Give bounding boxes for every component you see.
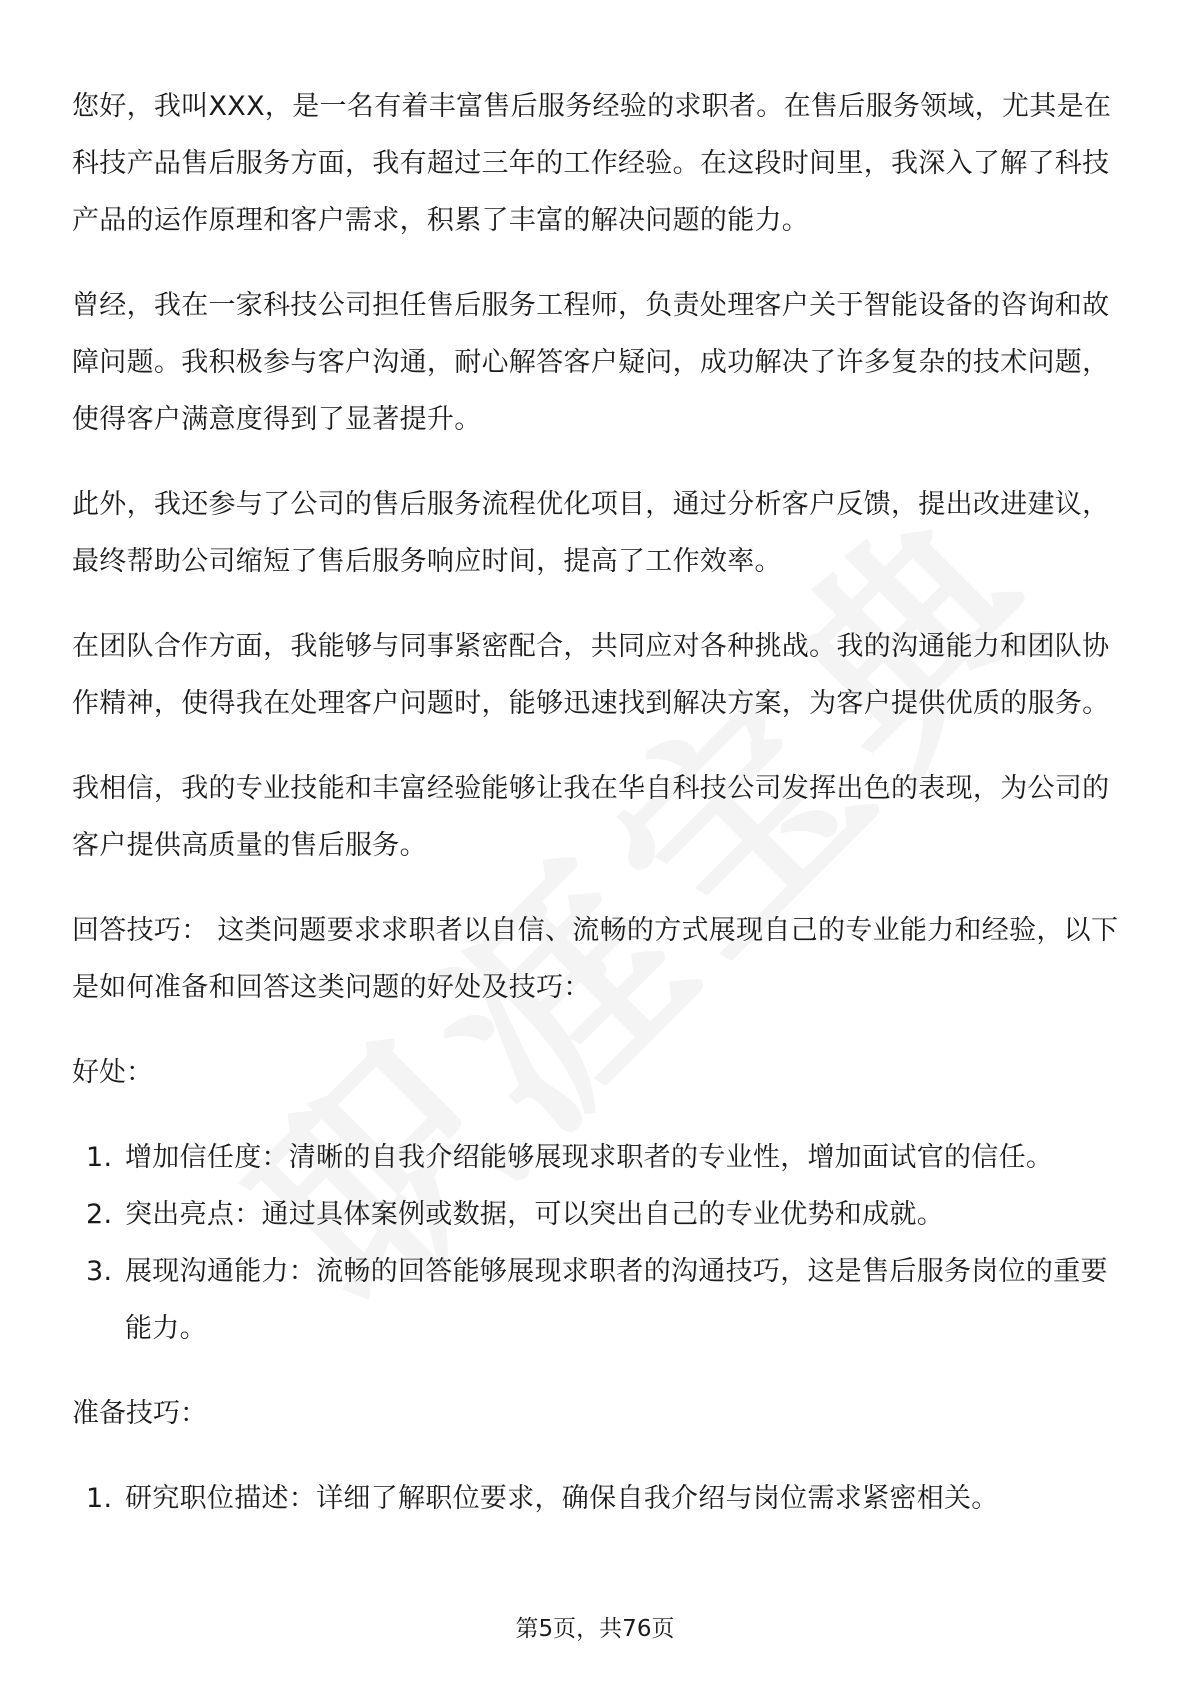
paragraph-intro: 您好，我叫XXX，是一名有着丰富售后服务经验的求职者。在售后服务领域，尤其是在科技产品售后服务方面，我有超过三年的工作经验。在这段时间里，我深入了解了科技产品的运作原理和客户需求，积累了丰富的解决问题的能力。: [72, 91, 1112, 236]
list-item: [72, 1470, 1122, 1527]
prep-list: [72, 1470, 1122, 1527]
list-number: 1.: [86, 1483, 113, 1514]
list-item: [72, 1186, 1122, 1243]
paragraph-answer-tips: 回答技巧： 这类问题要求求职者以自信、流畅的方式展现自己的专业能力和经验，以下是如何准备和回答这类问题的好处及技巧：: [72, 915, 1119, 1003]
list-text: 展现沟通能力：流畅的回答能够展现求职者的沟通技巧，这是售后服务岗位的重要能力。: [125, 1256, 1108, 1344]
list-text: 研究职位描述：详细了解职位要求，确保自我介绍与岗位需求紧密相关。: [125, 1483, 999, 1514]
benefits-heading: 好处：: [72, 1057, 153, 1088]
list-item: [72, 1243, 1122, 1357]
paragraph-conclusion: 我相信，我的专业技能和丰富经验能够让我在华自科技公司发挥出色的表现，为公司的客户提供高质量的售后服务。: [72, 773, 1110, 861]
paragraph-teamwork: 在团队合作方面，我能够与同事紧密配合，共同应对各种挑战。我的沟通能力和团队协作精神，使得我在处理客户问题时，能够迅速找到解决方案，为客户提供优质的服务。: [72, 631, 1110, 719]
list-number: 1.: [86, 1142, 113, 1173]
paragraph-project: 此外，我还参与了公司的售后服务流程优化项目，通过分析客户反馈，提出改进建议，最终帮助公司缩短了售后服务响应时间，提高了工作效率。: [72, 489, 1110, 577]
paragraph-experience: 曾经，我在一家科技公司担任售后服务工程师，负责处理客户关于智能设备的咨询和故障问题。我积极参与客户沟通，耐心解答客户疑问，成功解决了许多复杂的技术问题，使得客户满意度得到了显著提升。: [72, 290, 1110, 435]
benefits-list: [72, 1129, 1122, 1357]
list-item: [72, 1129, 1122, 1186]
list-text: 突出亮点：通过具体案例或数据，可以突出自己的专业优势和成就。: [125, 1199, 944, 1230]
page-footer: 第5页，共76页: [515, 1616, 675, 1642]
prep-heading: 准备技巧：: [72, 1398, 207, 1429]
list-text: 增加信任度：清晰的自我介绍能够展现求职者的专业性，增加面试官的信任。: [125, 1142, 1054, 1173]
list-number: 2.: [86, 1199, 113, 1230]
list-number: 3.: [86, 1256, 113, 1287]
document-body: [72, 78, 1122, 1555]
